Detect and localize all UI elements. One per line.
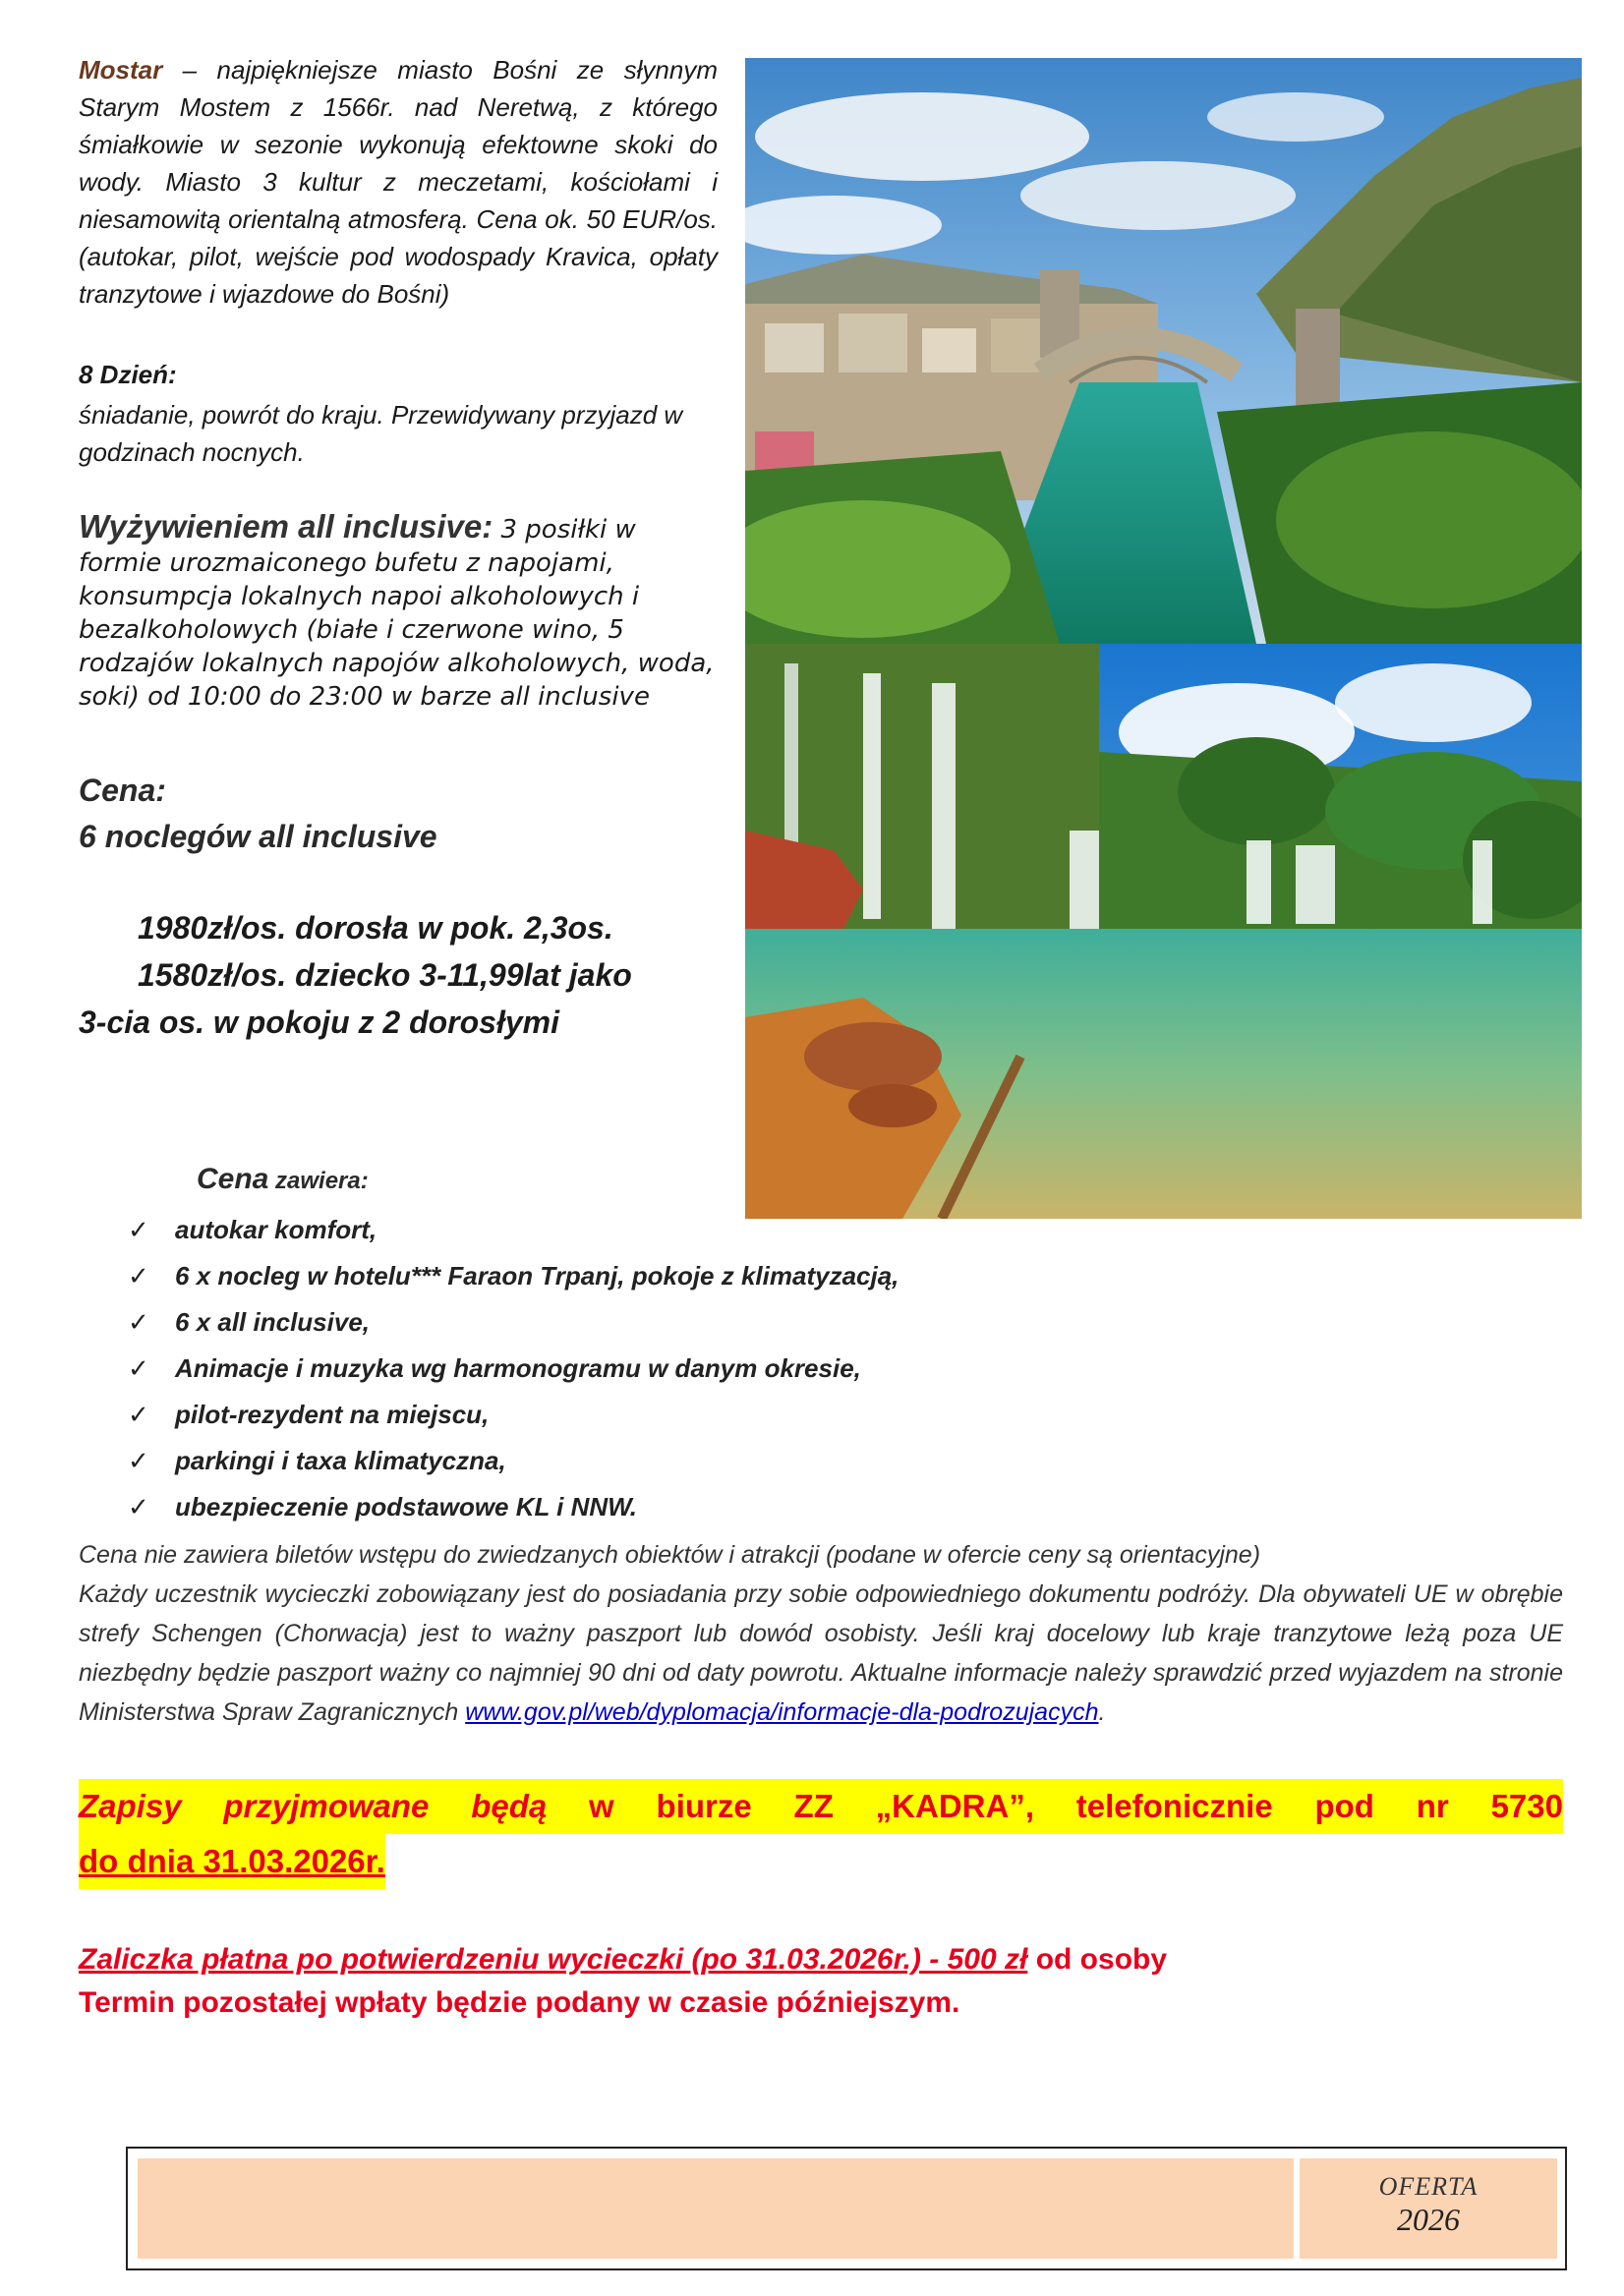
price-subheading: 6 noclegów all inclusive (79, 819, 437, 854)
list-item-label: 6 x nocleg w hotelu*** Faraon Trpanj, pokoje z klimatyzacją, (175, 1261, 899, 1291)
list-item (128, 1438, 899, 1484)
includes-list (128, 1207, 899, 1530)
mostar-paragraph (79, 51, 718, 313)
price-adult: 1980zł/os. dorosła w pok. 2,3os. (138, 910, 613, 946)
list-item-label: autokar komfort, (175, 1215, 377, 1244)
footer-year: 2026 (1397, 2202, 1460, 2237)
price-heading: Cena: (79, 773, 166, 808)
price-excludes-note: Cena nie zawiera biletów wstępu do zwiedzanych obiektów i atrakcji (podane w ofercie ceny są orientacyjne) (79, 1541, 1261, 1569)
check-icon: ✓ (128, 1307, 149, 1337)
signup-rest: w biurze ZZ „KADRA”, telefonicznie pod nr 5730 (547, 1788, 1563, 1824)
list-item-label: pilot-rezydent na miejscu, (175, 1400, 490, 1429)
signup-deadline: do dnia 31.03.2026r. (79, 1834, 385, 1889)
includes-heading-big: Cena (197, 1163, 269, 1195)
check-icon: ✓ (128, 1492, 149, 1521)
list-item (128, 1253, 899, 1299)
all-inclusive-paragraph (79, 510, 718, 714)
price-child-b: 3-cia os. w pokoju z 2 dorosłymi (79, 1004, 559, 1040)
check-icon: ✓ (128, 1261, 149, 1291)
footer-offer-label: OFERTA (1378, 2172, 1479, 2201)
list-item (128, 1299, 899, 1346)
list-item (128, 1484, 899, 1530)
includes-heading (197, 1163, 369, 1196)
list-item-label: parkingi i taxa klimatyczna, (175, 1446, 506, 1475)
check-icon: ✓ (128, 1353, 149, 1383)
msz-travel-link[interactable]: www.gov.pl/web/dyplomacja/informacje-dla-podrozujacych (465, 1698, 1099, 1726)
kravica-waterfalls-photo (745, 644, 1582, 1219)
payment-term-note: Termin pozostałej wpłaty będzie podany w czasie późniejszym. (79, 1986, 960, 2019)
includes-heading-small: zawiera: (268, 1168, 369, 1194)
price-child-a: 1580zł/os. dziecko 3-11,99lat jako (138, 957, 632, 993)
day8-title: 8 Dzień: (79, 360, 177, 389)
signup-notice (79, 1779, 1563, 1889)
list-item (128, 1207, 899, 1253)
left-text-column (79, 51, 718, 1046)
footer-offer-box (1300, 2158, 1557, 2259)
info-section (79, 1535, 1563, 1732)
travel-documents-text: Każdy uczestnik wycieczki zobowiązany jest do posiadania przy sobie odpowiedniego dokumentu podróży. Dla obywateli UE w obrębie strefy Schengen (Chorwacja) jest to ważny paszport lub dowód osobisty. Jeśli kraj docelowy lub kraje tranzytowe leżą poza UE niezbędny będzie paszport ważny co najmniej 90 dni od daty powrotu. Aktualne informacje należy sprawdzić przed wyjazdem na stronie Ministerstwa Spraw Zagranicznych (79, 1580, 1563, 1726)
list-item-label: 6 x all inclusive, (175, 1307, 370, 1337)
all-inclusive-text: 3 posiłki w formie urozmaiconego bufetu z napojami, konsumpcja lokalnych napoi alkoholowych i bezalkoholowych (białe i czerwone wino, 5 rodzajów lokalnych napojów alkoholowych, woda, soki) od 10:00 do 23:00 w barze all inclusive (79, 515, 715, 712)
day8-text: śniadanie, powrót do kraju. Przewidywany przyjazd w godzinach nocnych. (79, 400, 683, 467)
check-icon: ✓ (128, 1446, 149, 1475)
deposit-underlined: Zaliczka płatna po potwierdzeniu wycieczki (po 31.03.2026r.) - 500 zł (79, 1943, 1028, 1976)
footer-box (126, 2147, 1567, 2270)
footer-band (138, 2158, 1294, 2259)
deposit-notice (79, 1938, 1167, 2025)
mostar-description: – najpiękniejsze miasto Bośni ze słynnym Starym Mostem z 1566r. nad Neretwą, z którego śmiałkowie w sezonie wykonują efektowne skoki do wody. Miasto 3 kultur z meczetami, kościołami i niesamowitą orientalną atmosferą. Cena ok. 50 EUR/os. (autokar, pilot, wejście pod wodospady Kravica, opłaty tranzytowe i wjazdowe do Bośni) (79, 55, 718, 309)
list-item (128, 1392, 899, 1438)
signup-italic: Zapisy przyjmowane będą (79, 1788, 548, 1824)
mostar-name: Mostar (79, 55, 163, 85)
list-item-label: Animacje i muzyka wg harmonogramu w danym okresie, (175, 1353, 861, 1383)
deposit-rest: od osoby (1027, 1943, 1168, 1976)
travel-documents-note (79, 1575, 1563, 1732)
check-icon: ✓ (128, 1400, 149, 1429)
signup-line (79, 1779, 1563, 1834)
all-inclusive-heading: Wyżywieniem all inclusive: (79, 508, 493, 545)
deposit-line (79, 1938, 1167, 1981)
travel-documents-end: . (1098, 1698, 1106, 1726)
list-item (128, 1346, 899, 1392)
check-icon: ✓ (128, 1215, 149, 1244)
mostar-photo (745, 58, 1582, 644)
list-item-label: ubezpieczenie podstawowe KL i NNW. (175, 1492, 637, 1521)
